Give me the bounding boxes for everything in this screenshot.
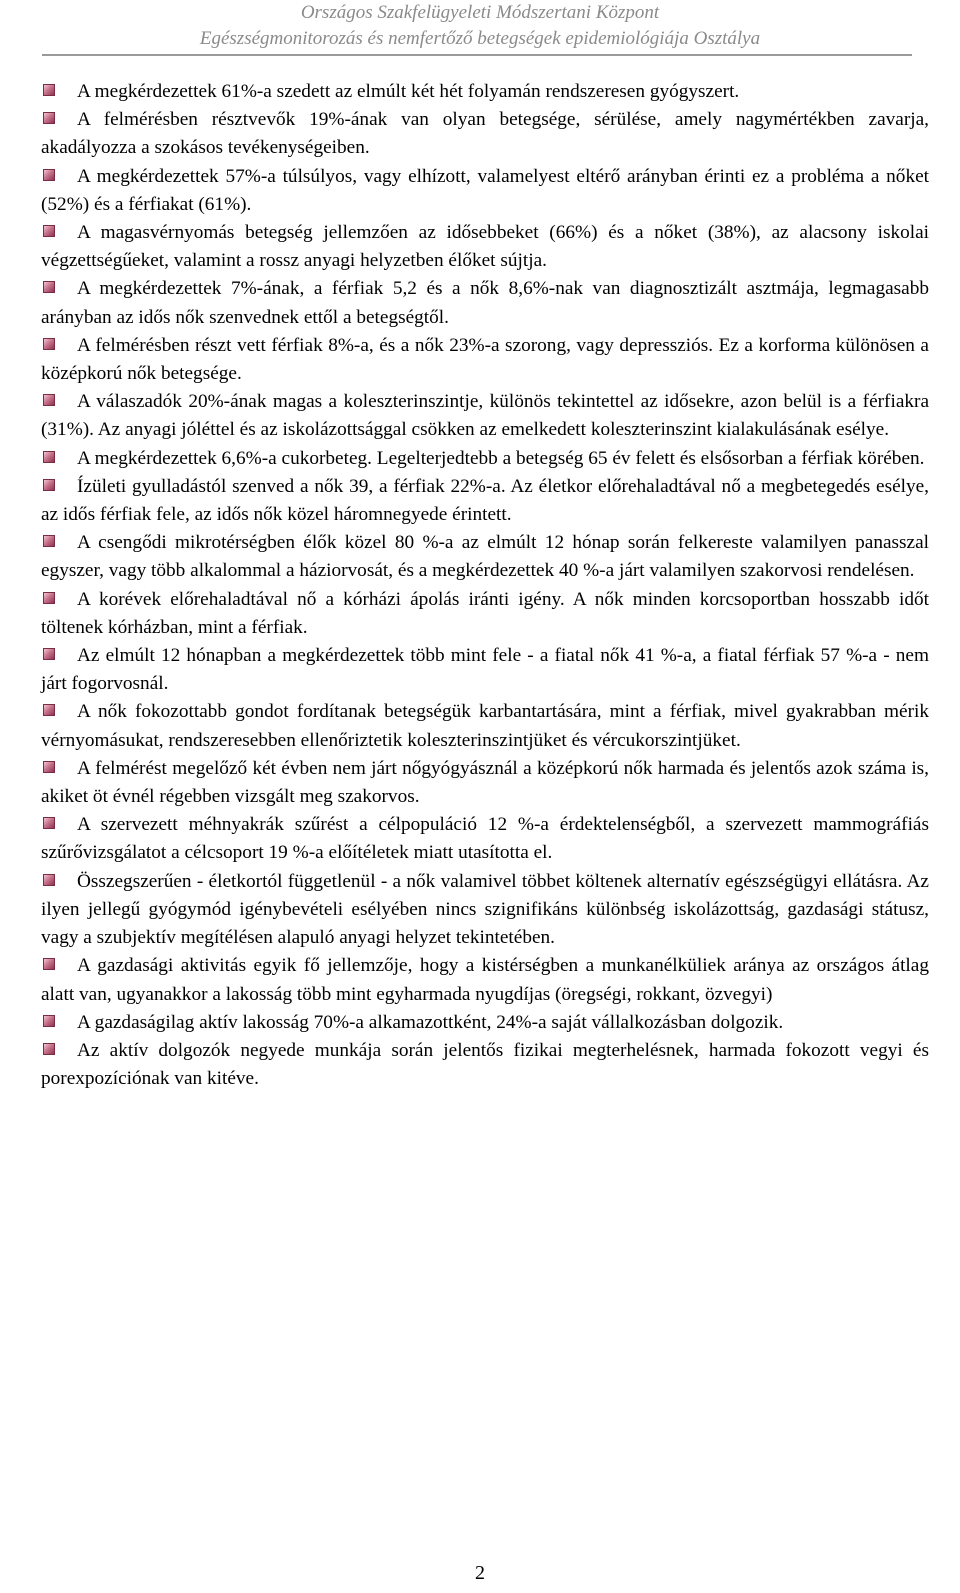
list-item-text: A korévek előrehaladtával nő a kórházi ápolás iránti igény. A nők minden korcsoportban hosszabb időt töltenek kórházban, mint a férfiak. <box>41 588 929 638</box>
list-item-text: A megkérdezettek 7%-ának, a férfiak 5,2 és a nők 8,6%-nak van diagnosztizált asztmája, legmagasabb arányban az idős nők szenvednek ettől a betegségtől. <box>41 278 929 328</box>
list-item <box>41 529 929 585</box>
square-bullet-icon <box>43 648 55 660</box>
square-bullet-icon <box>43 592 55 604</box>
square-bullet-icon <box>43 338 55 350</box>
square-bullet-icon <box>43 761 55 773</box>
list-item <box>41 163 929 219</box>
list-item <box>41 586 929 642</box>
list-item <box>41 755 929 811</box>
square-bullet-icon <box>43 281 55 293</box>
list-item <box>41 698 929 754</box>
list-item <box>41 445 929 473</box>
list-item-text: A gazdaságilag aktív lakosság 70%-a alkamazottként, 24%-a saját vállalkozásban dolgozik. <box>77 1011 784 1033</box>
list-item <box>41 868 929 953</box>
list-item <box>41 1037 929 1093</box>
page-header <box>0 0 960 52</box>
square-bullet-icon <box>43 451 55 463</box>
square-bullet-icon <box>43 479 55 491</box>
list-item-text: Az aktív dolgozók negyede munkája során jelentős fizikai megterhelésnek, harmada fokozott vegyi és porexpozíciónak van kitéve. <box>41 1039 929 1090</box>
list-item <box>41 106 929 162</box>
list-item-text: Ízületi gyulladástól szenved a nők 39, a férfiak 22%-a. Az életkor előrehaladtával nő a megbetegedés esélye, az idős férfiak fele, az idős nők közel háromnegyede érintett. <box>41 475 929 526</box>
list-item-text: A csengődi mikrotérségben élők közel 80 %-a az elmúlt 12 hónap során felkereste valamilyen panasszal egyszer, vagy több alkalommal a háziorvosát, és a megkérdezettek 40 %-a járt valamilyen szakorvosi rendelésen. <box>41 532 929 582</box>
square-bullet-icon <box>43 535 55 547</box>
square-bullet-icon <box>43 1015 55 1027</box>
list-item-text: A válaszadók 20%-ának magas a koleszterinszintje, különös tekintettel az idősekre, azon belül is a férfiakra (31%). Az anyagi jóléttel és az iskolázottsággal csökken az emelkedett koleszterinszint kialakulásának esélye. <box>41 391 929 441</box>
list-item <box>41 1009 929 1037</box>
list-item <box>41 642 929 698</box>
list-item-text: A nők fokozottabb gondot fordítanak betegségük karbantartására, mint a férfiak, mivel gyakrabban mérik vérnyomásukat, rendszeresebben ellenőriztetik koleszterinszintjüket és vércukorszintjüket. <box>41 701 929 751</box>
list-item-text: A felmérést megelőző két évben nem járt nőgyógyásznál a középkorú nők harmada és jelentős azok száma is, akiket öt évnél régebben vizsgált meg szakorvos. <box>41 757 929 808</box>
list-item-text: A magasvérnyomás betegség jellemzően az idősebbeket (66%) és a nőket (38%), az alacsony iskolai végzettségűeket, valamint a rossz anyagi helyzetben élőket sújtja. <box>41 222 929 272</box>
list-item-text: A gazdasági aktivitás egyik fő jellemzője, hogy a kistérségben a munkanélküliek aránya az országos átlag alatt van, ugyanakkor a lakosság több mint egyharmada nyugdíjas (öregségi, rokkant, özvegyi) <box>41 955 929 1005</box>
square-bullet-icon <box>43 1043 55 1055</box>
list-item <box>41 219 929 275</box>
list-item-text: A szervezett méhnyakrák szűrést a célpopuláció 12 %-a érdektelenségből, a szervezett mammográfiás szűrővizsgálatot a célcsoport 19 %-a előítéletek miatt utasította el. <box>41 814 929 864</box>
header-department: Egészségmonitorozás és nemfertőző betegségek epidemiológiája Osztálya <box>199 28 761 49</box>
list-item-text: Összegszerűen - életkortól függetlenül - a nők valamivel többet költenek alternatív egészségügyi ellátásra. Az ilyen jellegű gyógymód igénybevételi esélyében nincs szignifikáns különbség iskolázottság, gazdasági státusz, vagy a szubjektív megítélésen alapuló anyagi helyzet tekintetében. <box>41 870 929 949</box>
square-bullet-icon <box>43 874 55 886</box>
list-item-text: Az elmúlt 12 hónapban a megkérdezettek több mint fele - a fiatal nők 41 %-a, a fiatal férfiak 57 %-a - nem járt fogorvosnál. <box>41 645 929 695</box>
list-item <box>41 811 929 867</box>
page-number: 2 <box>475 1562 485 1584</box>
list-item <box>41 952 929 1008</box>
list-item <box>41 388 929 444</box>
list-item <box>41 473 929 529</box>
square-bullet-icon <box>43 394 55 406</box>
square-bullet-icon <box>43 958 55 970</box>
square-bullet-icon <box>43 817 55 829</box>
bullet-list <box>41 78 929 1093</box>
list-item-text: A felmérésben részt vett férfiak 8%-a, és a nők 23%-a szorong, vagy depressziós. Ez a korforma különösen a középkorú nők betegsége. <box>41 334 929 385</box>
square-bullet-icon <box>43 112 55 124</box>
list-item-text: A megkérdezettek 57%-a túlsúlyos, vagy elhízott, valamelyest eltérő arányban érinti ez a probléma a nőket (52%) és a férfiakat (61%). <box>41 165 929 215</box>
list-item <box>41 275 929 331</box>
square-bullet-icon <box>43 704 55 716</box>
list-item <box>41 332 929 388</box>
header-divider <box>42 54 912 56</box>
list-item-text: A megkérdezettek 6,6%-a cukorbeteg. Legelterjedtebb a betegség 65 év felett és elsősorban a férfiak körében. <box>77 447 925 469</box>
square-bullet-icon <box>43 169 55 181</box>
square-bullet-icon <box>43 225 55 237</box>
list-item <box>41 78 929 106</box>
list-item-text: A felmérésben résztvevők 19%-ának van olyan betegsége, sérülése, amely nagymértékben zavarja, akadályozza a szokásos tevékenységeiben. <box>41 109 929 159</box>
square-bullet-icon <box>43 84 55 96</box>
header-institution: Országos Szakfelügyeleti Módszertani Központ <box>300 2 660 23</box>
list-item-text: A megkérdezettek 61%-a szedett az elmúlt két hét folyamán rendszeresen gyógyszert. <box>77 81 740 102</box>
